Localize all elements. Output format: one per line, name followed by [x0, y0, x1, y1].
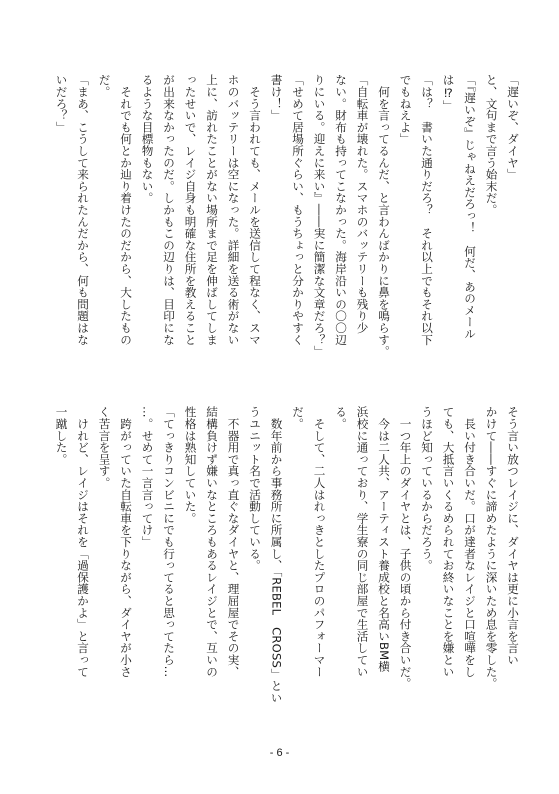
- upper-column-line: は⁉」: [441, 74, 456, 112]
- upper-column-line: ホのバッテリーは空になった。詳細を送る術がない: [226, 74, 241, 346]
- upper-column-line: りにいる。迎えに来い』――実に簡潔な文章だろ？」: [312, 74, 327, 358]
- lower-column-line: うほど知っているからだろう。: [420, 406, 434, 572]
- upper-column-line: そう言われても、メールを送信して程なく、スマ: [248, 74, 262, 346]
- lower-column-line: そして、二人はれっきとしたプロのパフォーマー: [312, 406, 327, 678]
- lower-column-line: 跨がっていた自転車を下りながら、ダイヤが小さ: [119, 406, 133, 678]
- upper-column-line: それでも何とか辿り着けたのだから、大したもの: [119, 74, 133, 346]
- lower-column-line: だ。: [291, 406, 305, 430]
- lower-column-line: 性格は熟知していた。: [183, 406, 198, 524]
- upper-column-line: 「遅いぞ、ダイヤ」: [506, 74, 520, 181]
- upper-column-line: るような目標物もない。: [140, 74, 155, 204]
- upper-text-column: [54, 74, 523, 390]
- lower-column-line: く苦言を呈す。: [97, 406, 112, 489]
- upper-column-line: が出来なかったのだ。しかもこの辺りは、目印にな: [162, 74, 176, 346]
- upper-column-line: いだろ？」: [54, 74, 69, 133]
- upper-column-line: 「まあ、こうして来られたんだから、何も問題はな: [76, 74, 90, 346]
- lower-text-column: [54, 406, 523, 722]
- lower-column-line: 数年前から事務所に所属し、「REBEL CROSS」とい: [269, 406, 284, 704]
- lower-column-line: 不器用で真っ直ぐなダイヤと、理屈屋でその実、: [226, 406, 241, 678]
- lower-column-line: 結構負けず嫌いなところもあるレイジとで、互いの: [205, 406, 219, 678]
- lower-column-line: 一つ年上のダイヤとは、子供の頃から付き合いだ。: [398, 406, 413, 690]
- upper-column-line: 上に、訪れたことがない場所まで足を伸ばしてしま: [205, 74, 219, 346]
- upper-column-line: でもねえよ」: [398, 74, 413, 145]
- lower-column-line: 浜校に通っており、学生寮の同じ部屋で生活してい: [355, 406, 370, 678]
- upper-column-line: ない。財布も持ってこなかった。海岸沿いの〇〇辺: [334, 74, 348, 346]
- upper-column-line: ったせいで、レイジ自身も明確な住所を教えること: [183, 74, 198, 346]
- upper-column-line: と、文句まで言う始末だ。: [484, 74, 499, 216]
- lower-column-line: けれど、レイジはそれを「過保護かよ」と言って: [76, 406, 90, 678]
- upper-column-line: 「せめて居場所ぐらい、もうちょっと分かりやすく: [291, 74, 305, 346]
- upper-column-line: 「『遅いぞ』じゃねえだろっ！ 何だ、あのメール: [463, 74, 477, 340]
- lower-column-line: ても、大抵言いくるめられてお終いなことを嫌とい: [441, 406, 456, 678]
- upper-column-line: だ。: [97, 74, 112, 98]
- lower-column-line: …。せめて一言言ってけ」: [140, 406, 155, 548]
- page-number: - 6 -: [269, 747, 290, 759]
- lower-column-line: 一蹴した。: [54, 406, 69, 465]
- lower-column-line: うユニット名で活動している。: [248, 406, 262, 572]
- lower-column-line: 今は二人共、アーティスト養成校と名高いBM横: [377, 406, 391, 673]
- lower-column-line: 「てっきりコンビニにでも行ってると思ってたら…: [162, 406, 176, 678]
- lower-column-line: そう言い放つレイジに、ダイヤは更に小言を言い: [506, 406, 520, 666]
- lower-column-line: る。: [334, 406, 348, 430]
- lower-column-line: 長い付き合いだ。口が達者なレイジと口喧嘩をし: [463, 406, 477, 678]
- lower-column-line: かけて――すぐに諦めたように深いため息を零した。: [484, 406, 499, 690]
- upper-column-line: 「自転車が壊れた。スマホのバッテリーも残り少: [355, 74, 370, 334]
- upper-column-line: 書け！」: [269, 74, 284, 122]
- upper-column-line: 「は？ 書いた通りだろ？ それ以上でもそれ以下: [420, 74, 434, 346]
- upper-column-line: 何を言ってるんだ、と言わんばかりに鼻を鳴らす。: [377, 74, 391, 358]
